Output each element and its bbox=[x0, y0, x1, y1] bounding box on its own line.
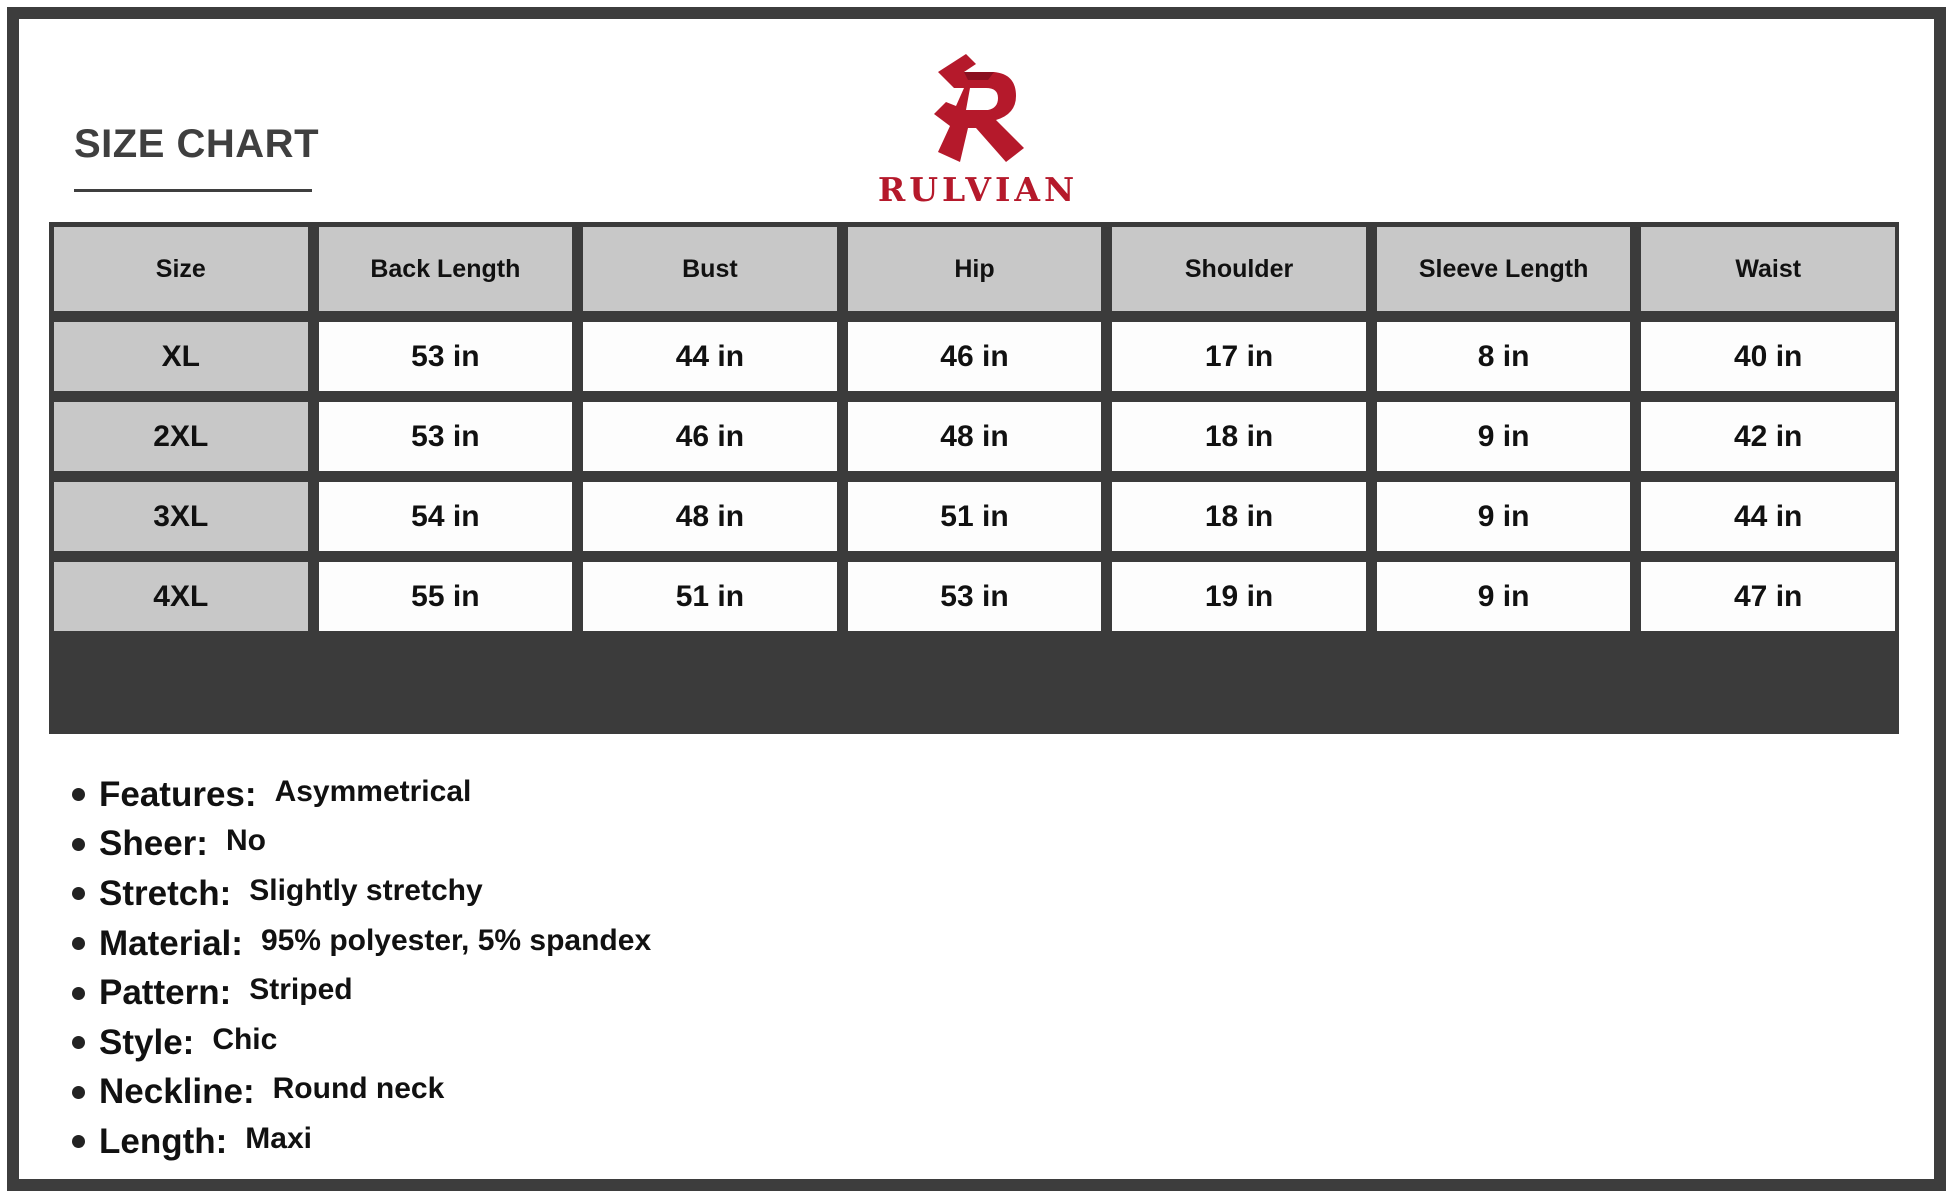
feature-item bbox=[72, 820, 651, 870]
measurement-cell: 54 in bbox=[319, 482, 573, 551]
measurement-cell: 18 in bbox=[1112, 482, 1366, 551]
measurement-cell: 9 in bbox=[1377, 482, 1631, 551]
feature-label: Sheer: bbox=[99, 824, 208, 864]
feature-value: Maxi bbox=[245, 1121, 312, 1155]
measurement-cell: 53 in bbox=[848, 562, 1102, 631]
bullet-icon bbox=[72, 838, 85, 851]
feature-label: Pattern: bbox=[99, 973, 232, 1013]
feature-label: Length: bbox=[99, 1121, 228, 1161]
measurement-cell: 55 in bbox=[319, 562, 573, 631]
feature-item bbox=[72, 869, 651, 919]
column-header: Bust bbox=[583, 227, 837, 311]
measurement-cell: 8 in bbox=[1377, 322, 1631, 391]
measurement-cell: 42 in bbox=[1641, 402, 1895, 471]
title-underline bbox=[74, 189, 312, 192]
column-header: Waist bbox=[1641, 227, 1895, 311]
feature-value: Slightly stretchy bbox=[249, 873, 483, 907]
size-chart-table bbox=[49, 222, 1899, 734]
measurement-cell: 44 in bbox=[583, 322, 837, 391]
feature-value: Asymmetrical bbox=[274, 774, 472, 808]
feature-item bbox=[72, 1068, 651, 1118]
feature-label: Style: bbox=[99, 1022, 195, 1062]
feature-list bbox=[72, 770, 651, 1167]
bullet-icon bbox=[72, 1086, 85, 1099]
feature-label: Stretch: bbox=[99, 873, 232, 913]
bullet-icon bbox=[72, 887, 85, 900]
page-title: SIZE CHART bbox=[74, 122, 319, 166]
feature-value: 95% polyester, 5% spandex bbox=[260, 923, 652, 957]
measurement-cell: 9 in bbox=[1377, 402, 1631, 471]
bullet-icon bbox=[72, 788, 85, 801]
size-label-cell: 4XL bbox=[54, 562, 308, 631]
measurement-cell: 53 in bbox=[319, 322, 573, 391]
column-header: Back Length bbox=[319, 227, 573, 311]
column-header: Sleeve Length bbox=[1377, 227, 1631, 311]
bullet-icon bbox=[72, 1036, 85, 1049]
size-label-cell: 2XL bbox=[54, 402, 308, 471]
brand-logo bbox=[868, 52, 1088, 207]
bullet-icon bbox=[72, 937, 85, 950]
measurement-cell: 9 in bbox=[1377, 562, 1631, 631]
measurement-cell: 47 in bbox=[1641, 562, 1895, 631]
measurement-cell: 48 in bbox=[848, 402, 1102, 471]
brand-name: RULVIAN bbox=[877, 170, 1079, 209]
feature-label: Material: bbox=[99, 923, 243, 963]
measurement-cell: 51 in bbox=[848, 482, 1102, 551]
size-label-cell: 3XL bbox=[54, 482, 308, 551]
measurement-cell: 44 in bbox=[1641, 482, 1895, 551]
feature-value: No bbox=[225, 824, 266, 858]
measurement-cell: 46 in bbox=[848, 322, 1102, 391]
feature-value: Striped bbox=[249, 973, 353, 1007]
feature-label: Neckline: bbox=[99, 1072, 255, 1112]
feature-item bbox=[72, 968, 651, 1018]
column-header: Shoulder bbox=[1112, 227, 1366, 311]
column-header: Size bbox=[54, 227, 308, 311]
measurement-cell: 19 in bbox=[1112, 562, 1366, 631]
column-header: Hip bbox=[848, 227, 1102, 311]
measurement-cell: 17 in bbox=[1112, 322, 1366, 391]
feature-label: Features: bbox=[99, 774, 257, 814]
feature-value: Chic bbox=[212, 1022, 278, 1056]
measurement-cell: 53 in bbox=[319, 402, 573, 471]
feature-item bbox=[72, 919, 651, 969]
measurement-cell: 18 in bbox=[1112, 402, 1366, 471]
bullet-icon bbox=[72, 1135, 85, 1148]
feature-value: Round neck bbox=[272, 1072, 445, 1106]
size-label-cell: XL bbox=[54, 322, 308, 391]
bullet-icon bbox=[72, 987, 85, 1000]
feature-item bbox=[72, 770, 651, 820]
measurement-cell: 48 in bbox=[583, 482, 837, 551]
feature-item bbox=[72, 1117, 651, 1167]
feature-item bbox=[72, 1018, 651, 1068]
measurement-cell: 46 in bbox=[583, 402, 837, 471]
measurement-cell: 40 in bbox=[1641, 322, 1895, 391]
r-monogram-logo-icon bbox=[924, 52, 1034, 164]
measurement-cell: 51 in bbox=[583, 562, 837, 631]
